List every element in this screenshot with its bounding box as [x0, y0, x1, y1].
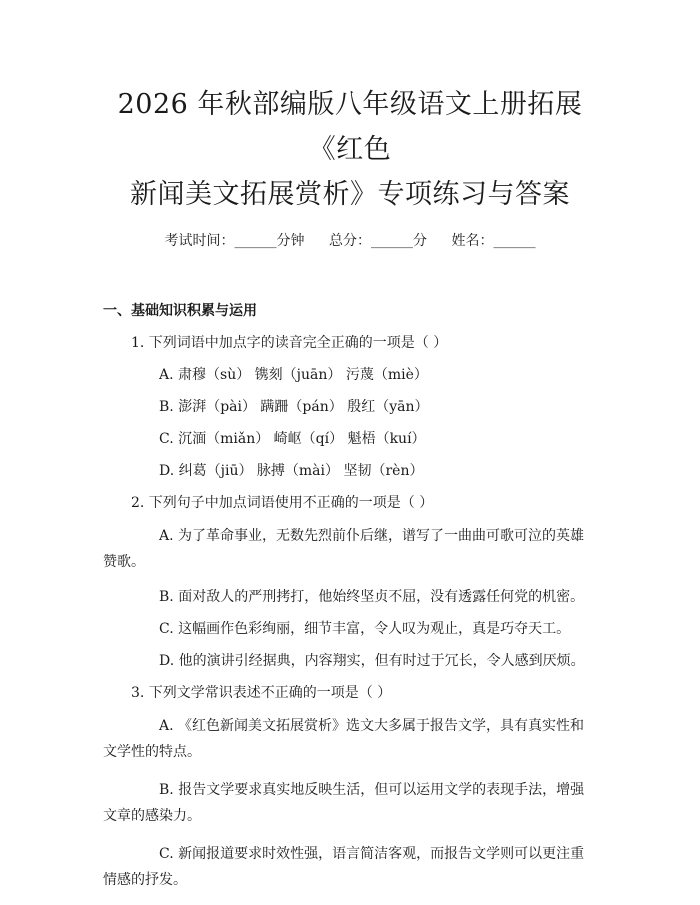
exam-name: 姓名：______ — [451, 233, 536, 249]
title-line-1: 2026 年秋部编版八年级语文上册拓展《红色 — [117, 89, 583, 165]
exam-meta — [103, 231, 597, 251]
option-c: C. 这幅画作色彩绚丽，细节丰富，令人叹为观止，真是巧夺天工。 — [159, 621, 571, 637]
title-line-2: 新闻美文拓展赏析》专项练习与答案 — [130, 179, 570, 210]
option-b: B. 澎湃（pài） 蹒跚（pán） 殷红（yān） — [159, 399, 429, 415]
option-d: D. 纠葛（jiū） 脉搏（mài） 坚韧（rèn） — [159, 463, 424, 479]
option-b: B. 面对敌人的严刑拷打，他始终坚贞不屈，没有透露任何党的机密。 — [159, 589, 585, 605]
question-2 — [103, 493, 597, 671]
option-a: A. 肃穆（sù） 镌刻（juān） 污蔑（miè） — [159, 367, 428, 383]
option-b: B. 报告文学要求真实地反映生活，但可以运用文学的表现手法，增强文章的感染力。 — [103, 782, 585, 824]
question-stem: 2. 下列句子中加点词语使用不正确的一项是（ ） — [131, 495, 434, 511]
question-3 — [103, 683, 597, 893]
section-title: 一、基础知识积累与运用 — [103, 303, 257, 319]
exam-score: 总分：______分 — [329, 233, 427, 249]
exam-time: 考试时间：______分钟 — [164, 233, 305, 249]
document-title — [103, 0, 597, 217]
question-stem: 3. 下列文学常识表述不正确的一项是（ ） — [131, 685, 392, 701]
question-1 — [103, 333, 597, 481]
option-a: A. 《红色新闻美文拓展赏析》选文大多属于报告文学，具有真实性和文学性的特点。 — [103, 718, 585, 760]
option-d: D. 他的演讲引经据典，内容翔实，但有时过于冗长，令人感到厌烦。 — [159, 653, 585, 669]
question-stem: 1. 下列词语中加点字的读音完全正确的一项是（ ） — [131, 335, 448, 351]
option-a: A. 为了革命事业，无数先烈前仆后继，谱写了一曲曲可歌可泣的英雄赞歌。 — [103, 528, 585, 570]
option-c: C. 新闻报道要求时效性强，语言简洁客观，而报告文学则可以更注重情感的抒发。 — [103, 846, 585, 888]
option-c: C. 沉湎（miǎn） 崎岖（qí） 魁梧（kuí） — [159, 431, 426, 447]
